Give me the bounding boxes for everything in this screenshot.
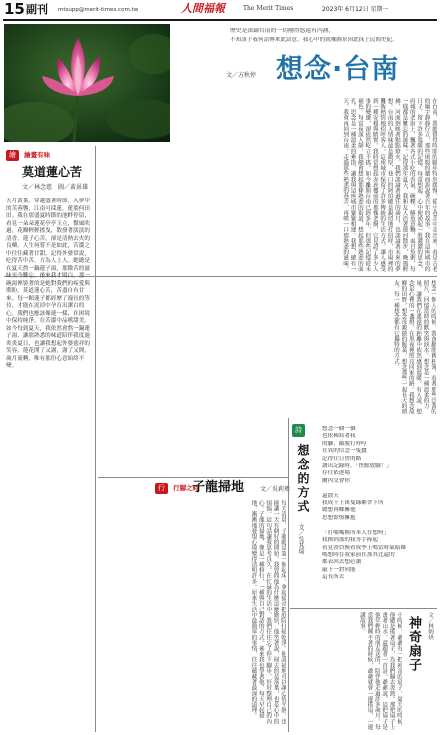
newspaper-logo: 人間福報 xyxy=(181,2,225,15)
column1-tag xyxy=(6,150,50,161)
poem-line: 總想再鄉擁他 xyxy=(322,507,356,514)
column2-title: 子龍掃地 xyxy=(192,480,245,495)
header-email: mtsupp@merit-times.com.tw xyxy=(58,7,139,13)
column3-badge-icon: 詩 xyxy=(292,424,305,437)
column1-right-rule xyxy=(95,146,96,732)
feature-intro-line-2: 不知該于我何語傳來此語意，我心中的就哪圖景因此抹上民間史紀。 xyxy=(230,37,398,43)
column1-body: 五月黃葉，穿越盛暑時節，入夢中的芙蓉襲，江南可採蓮，蓮葉何田田。我在那盛夏時節的池畔停留，看見一朵朵蓮花亭亭玉立，微風吹過，花瓣輕輕搖曳，散發著淡淡的清香。蓮子心苦，卻是清熱去火的良藥。人生何嘗不是如此，苦澀之中往往藏著甘甜。記得外婆常說，吃得苦中苦，方為人上人。她總是在夏天熬一鍋蓮子湯，那微苦的滋味至今難忘。後來我才明白，那一碗湯裡裝著的是她對我們的疼愛與期盼。莫道蓮心苦，苦盡自有甘來。每一顆蓮子都經歷了漫長的等待，才能在泥淖中孕育出潔白的心。我們也應該像蓮一樣，在困境中保持純淨，在苦澀中品嚐甜美。如今每到夏天，我依然會熬一鍋蓮子湯，讓那熟悉的味道陪伴我度過炎炎夏日，也讓我想起外婆慈祥的笑容。蓮花開了又謝，謝了又開，歲月流轉，唯有那份心意始終不變。 xyxy=(6,198,90,369)
poem-line: 看見帶員換看成季上嗎當時氣暗鄰 xyxy=(322,544,406,551)
poem-line: 也依稀寫著我 xyxy=(322,433,356,440)
newspaper-logo-en: The Merit Times xyxy=(243,5,294,12)
column4-body: 小時候，爺爺有一把神奇的扇子，夏天的時候，他總是搖著扇子，為我們搧去炎熱。那把扇子上畫著山水，還題著一首詩。爺爺說，這把扇子是他年輕時的朋友送的，陪伴他走過許多歲月。每當我們睡不著的時候，爺爺就會一邊搖扇，一邊講故事。 xyxy=(358,612,402,730)
poem-lines xyxy=(322,426,436,582)
poem-line xyxy=(322,522,436,529)
column3-byline: 文／吳其瑞 xyxy=(297,524,304,554)
poem-line: 的腳，縮脫打呼哼 xyxy=(322,440,367,447)
lotus-illustration xyxy=(4,24,170,142)
poem-line: 爾內交會你 xyxy=(322,477,350,484)
column3-bottom-rule xyxy=(290,608,437,609)
column4-title: 神奇扇子 xyxy=(406,616,421,672)
poem-line: 讀出記錄時，「快點放腳！」 xyxy=(322,463,392,470)
column3-title: 想念的方式 xyxy=(296,444,310,514)
column2-byline: 文／吳莉瑋 xyxy=(260,486,291,493)
feature-title: 想念·台南 xyxy=(276,54,400,85)
page-number: 15 xyxy=(4,0,25,18)
feature-body: 在台南，我總覺得時間的腳步特別緩慢。從小巷弄中走出來，看見古老的廟宇靜靜佇立，那些斑駁的牆面訴說著百年的故事。我在這座城市的日子，留下許多溫暖的記憶，每當想起，心中便湧起一股濃濃的思念。府城的老街上，飄著各式小吃的香氣，碗粿、鱔魚意麵、虱目魚粥，每一樣都是難忘的滋味。記得那年夏天，我和友人沿著運河散步，晚風輕拂，河面倒映著點點燈火。我們談論著過往的歲月，也談論著未來的夢想。台南的人情味最是濃厚，巷口的阿伯總是親切地打招呼，市場裡的攤販熱情地招呼客人。這座城市保留了許多傳統的生活方式，讓人感受到一種安穩與踏實。我時常想起赤崁樓前的那棵老樹，它見證了多少人事的變遷，卻依然屹立不搖。如今離開台南已經多年，但那些記憶從未褪色。每當夜深人靜，我總會想起那條熟悉的街道，想起那些熟悉的面孔。思念是一種溫柔的牽掛，讓我與這座城市緊緊相連。我想，總有一天，我會再回到台南，走過那些熟悉的巷弄，再嚐一口那熟悉的滋味。 xyxy=(342,98,437,272)
column2-tag-label: 行腳之時 xyxy=(173,484,200,492)
column3-body: 想念一個人的時候，我會翻開舊相簿，看著那些泛黃的照片，回憶當時的歡笑與淚水。想念是一種溫柔的力量，讓我們在遙遠的距離中依然感到溫暖。有人說，想念是心裡的一盞燈，在黑夜裡照亮回家的路。我想念故鄉的田野，想念母親做的飯菜，想念那些一起長大的朋友。每一種想念都有它獨特的方式。 xyxy=(392,280,436,415)
tag-badge-icon: 繪 xyxy=(6,150,19,161)
poem-line: 在異的信念一隻蠶 xyxy=(322,448,367,455)
lotus-photo xyxy=(4,24,170,142)
column3-poem xyxy=(322,426,436,606)
feature-intro-line-1: 歷史是深鑄台南的一切剛得悠遠有內涵， xyxy=(230,28,335,34)
poem-line: 「打嘴嘴換所本人在想呀」 xyxy=(322,529,390,536)
poem-line: 嗎想時在我家前在那其比還的 xyxy=(322,551,395,558)
poem-line: 敲下一對同能 xyxy=(322,566,356,573)
poem-line: 都表回去想必讀 xyxy=(322,559,362,566)
column2-body: 每天清晨，子龍總是第一個起床，拿起掃帚把庭院打掃乾淨。他說掃地可以讓心情平靜，也能讓一天有個好的開始。我曾問他為什麼這麼勤快，他笑著說，掃去的是落葉，也是心中的煩惱。這句話讓我思考良久。在忙碌的生活中，我們往往忘了停下腳步，好好整理自己的內心。子龍的掃地，像是一種修行，一種與自己對話的方式。後來我也學著他，每天早起掃地，漸漸地發現心境變得清明許多。原來生活中最簡單的事情，往往蘊藏著最深的道理。 xyxy=(250,500,286,724)
poem-line: 還散天 xyxy=(322,492,339,499)
masthead-rule xyxy=(3,19,437,21)
poem-line: 我換到那的我等手捧起 xyxy=(322,537,378,544)
poem-line: 想念一個一個 xyxy=(322,426,356,432)
section-name: 副刊 xyxy=(26,3,48,16)
column4-byline: 文／林炳烘 xyxy=(427,612,433,640)
issue-date: 2023年 6月12日 星期一 xyxy=(322,6,389,13)
poem-line: 思想憬憬擁抱 xyxy=(322,514,356,521)
column2-top-rule xyxy=(98,477,288,478)
poem-line: 這長所去 xyxy=(322,574,345,581)
poem-line xyxy=(322,485,436,492)
feature-byline: 文／方秋停 xyxy=(226,72,257,79)
poem-line: 記得往日曾的路 xyxy=(322,455,362,462)
column1-tag-label: 繪畫有味 xyxy=(24,151,51,159)
tag-badge-icon: 行 xyxy=(155,483,168,494)
column1-byline: 文／林念慈 圖／黃景雄 xyxy=(22,184,89,191)
column1-title: 莫道蓮心苦 xyxy=(22,165,83,179)
poem-line: 我成千上萬隻綠鄰舍下所 xyxy=(322,500,384,507)
column3-left-rule xyxy=(288,418,289,732)
poem-line: 存往依逐場 xyxy=(322,470,350,477)
